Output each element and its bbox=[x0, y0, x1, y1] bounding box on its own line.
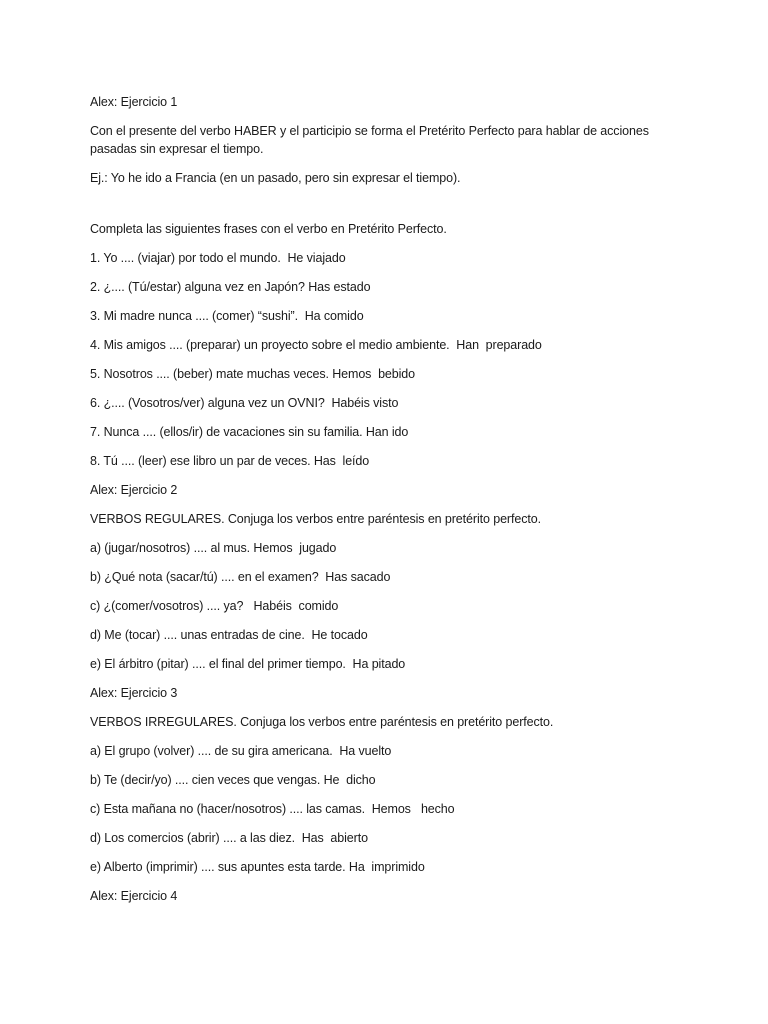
exercise-2-heading: Alex: Ejercicio 2 bbox=[90, 483, 178, 497]
exercise-1-item: 8. Tú .... (leer) ese libro un par de veces. Has leído bbox=[90, 454, 370, 468]
exercise-1-item: 6. ¿.... (Vosotros/ver) alguna vez un OVNI? Habéis visto bbox=[90, 396, 399, 410]
exercise-2-item: a) (jugar/nosotros) .... al mus. Hemos jugado bbox=[90, 541, 337, 555]
exercise-2-item: c) ¿(comer/vosotros) .... ya? Habéis comido bbox=[90, 599, 339, 613]
exercise-3-item: a) El grupo (volver) .... de su gira americana. Ha vuelto bbox=[90, 744, 392, 758]
exercise-3-item: d) Los comercios (abrir) .... a las diez. Has abierto bbox=[90, 831, 368, 845]
exercise-1-item: 2. ¿.... (Tú/estar) alguna vez en Japón? Has estado bbox=[90, 280, 371, 294]
exercise-1-heading: Alex: Ejercicio 1 bbox=[90, 95, 178, 109]
blank-line bbox=[90, 198, 690, 220]
exercise-1-item: 7. Nunca .... (ellos/ir) de vacaciones sin su familia. Han ido bbox=[90, 425, 409, 439]
exercise-2-item: d) Me (tocar) .... unas entradas de cine. He tocado bbox=[90, 628, 368, 642]
intro-line-2: pasadas sin expresar el tiempo. bbox=[90, 142, 264, 156]
exercise-2-item: e) El árbitro (pitar) .... el final del primer tiempo. Ha pitado bbox=[90, 657, 406, 671]
exercise-1-example: Ej.: Yo he ido a Francia (en un pasado, pero sin expresar el tiempo). bbox=[90, 171, 461, 185]
intro-line-1: Con el presente del verbo HABER y el participio se forma el Pretérito Perfecto para hablar de acciones bbox=[90, 124, 649, 138]
exercise-2-instruction: VERBOS REGULARES. Conjuga los verbos entre paréntesis en pretérito perfecto. bbox=[90, 512, 541, 526]
exercise-1-item: 5. Nosotros .... (beber) mate muchas veces. Hemos bebido bbox=[90, 367, 416, 381]
exercise-3-item: c) Esta mañana no (hacer/nosotros) .... las camas. Hemos hecho bbox=[90, 802, 455, 816]
document-content bbox=[90, 93, 690, 916]
exercise-1-intro bbox=[90, 122, 690, 158]
exercise-2-item: b) ¿Qué nota (sacar/tú) .... en el examen? Has sacado bbox=[90, 570, 391, 584]
exercise-3-heading: Alex: Ejercicio 3 bbox=[90, 686, 178, 700]
exercise-1-item: 1. Yo .... (viajar) por todo el mundo. He viajado bbox=[90, 251, 346, 265]
exercise-3-item: b) Te (decir/yo) .... cien veces que vengas. He dicho bbox=[90, 773, 376, 787]
exercise-1-item: 3. Mi madre nunca .... (comer) “sushi”. Ha comido bbox=[90, 309, 364, 323]
exercise-1-instruction: Completa las siguientes frases con el verbo en Pretérito Perfecto. bbox=[90, 222, 447, 236]
exercise-3-item: e) Alberto (imprimir) .... sus apuntes esta tarde. Ha imprimido bbox=[90, 860, 425, 874]
exercise-1-item: 4. Mis amigos .... (preparar) un proyecto sobre el medio ambiente. Han preparado bbox=[90, 338, 542, 352]
exercise-4-heading: Alex: Ejercicio 4 bbox=[90, 889, 178, 903]
exercise-3-instruction: VERBOS IRREGULARES. Conjuga los verbos entre paréntesis en pretérito perfecto. bbox=[90, 715, 554, 729]
